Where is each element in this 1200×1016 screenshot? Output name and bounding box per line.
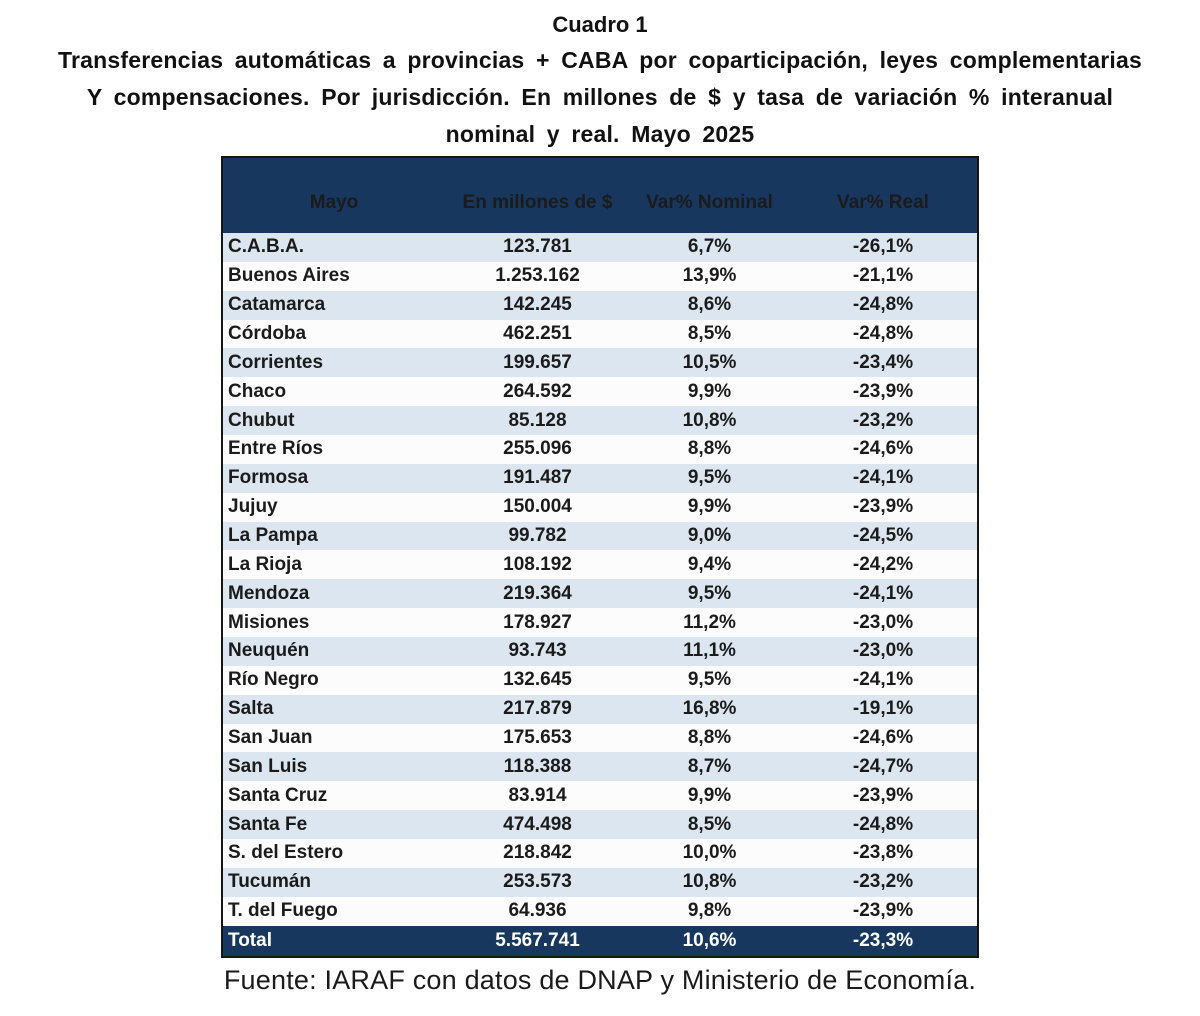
amount-cell: 85.128 (508, 409, 567, 431)
var-real-cell: -23,9% (852, 496, 914, 518)
province-name: San Luis (228, 755, 308, 777)
var-real-cell: -23,4% (852, 351, 914, 373)
province-name: Catamarca (228, 294, 326, 316)
province-name: Tucumán (228, 871, 312, 893)
var-real-cell: -24,2% (852, 553, 914, 575)
table-header-row (223, 158, 977, 233)
var-nominal-cell: 6,7% (687, 236, 732, 258)
province-name: San Juan (228, 727, 313, 749)
province-name: La Pampa (228, 525, 318, 547)
var-nominal-cell: 11,2% (683, 611, 736, 633)
table-row (223, 695, 977, 724)
amount-cell: 142.245 (503, 294, 572, 316)
header-mayo: Mayo (309, 191, 359, 213)
province-name: Misiones (228, 611, 310, 633)
amount-cell: 132.645 (503, 669, 572, 691)
table-row (223, 348, 977, 377)
var-real-cell: -23,0% (852, 640, 914, 662)
province-name: T. del Fuego (228, 900, 338, 922)
province-name: C.A.B.A. (228, 236, 304, 258)
var-real-cell: -21,1% (852, 265, 914, 287)
title-block (0, 8, 1200, 153)
amount-cell: 108.192 (503, 553, 572, 575)
amount-cell: 264.592 (503, 380, 572, 402)
amount-cell: 218.842 (503, 842, 572, 864)
title-line-4: nominal y real. Mayo 2025 (445, 121, 755, 147)
var-real-cell: -23,9% (852, 380, 914, 402)
title-line-3: Y compensaciones. Por jurisdicción. En millones de $ y tasa de variación % interanual (86, 84, 1114, 110)
table-row (223, 464, 977, 493)
var-nominal-cell: 10,8% (682, 871, 737, 893)
var-nominal-cell: 13,9% (682, 265, 737, 287)
total-var-real: -23,3% (852, 929, 914, 951)
var-nominal-cell: 9,9% (687, 784, 732, 806)
var-real-cell: -24,1% (852, 582, 914, 604)
table-row (223, 781, 977, 810)
source-line: Fuente: IARAF con datos de DNAP y Ministerio de Economía. (223, 964, 977, 995)
var-real-cell: -23,0% (852, 611, 914, 633)
var-real-cell: -24,8% (852, 323, 914, 344)
province-name: Chaco (228, 380, 287, 402)
table-row (223, 839, 977, 868)
total-var-nominal: 10,6% (682, 929, 737, 951)
amount-cell: 178.927 (503, 611, 572, 633)
table-total-row (223, 926, 977, 956)
var-nominal-cell: 9,5% (687, 467, 732, 489)
table-row (223, 406, 977, 435)
amount-cell: 219.364 (503, 582, 572, 604)
table-row (223, 493, 977, 522)
table-row (223, 233, 977, 262)
province-name: Neuquén (228, 640, 310, 662)
var-real-cell: -24,1% (852, 669, 914, 691)
var-nominal-cell: 9,8% (687, 900, 732, 922)
table-body (223, 233, 977, 926)
var-real-cell: -24,6% (852, 727, 914, 749)
total-amount: 5.567.741 (495, 929, 580, 951)
amount-cell: 93.743 (508, 640, 567, 662)
province-name: Formosa (228, 467, 309, 489)
table-row (223, 262, 977, 291)
amount-cell: 99.782 (508, 525, 567, 547)
var-real-cell: -23,2% (852, 871, 914, 893)
header-millones: En millones de $ (462, 191, 613, 213)
var-nominal-cell: 9,9% (687, 496, 732, 518)
var-real-cell: -26,1% (852, 236, 914, 258)
var-real-cell: -24,8% (852, 813, 914, 835)
table-row (223, 608, 977, 637)
var-real-cell: -19,1% (852, 698, 914, 720)
table-number-title: Cuadro 1 (552, 12, 648, 37)
header-var-nominal: Var% Nominal (646, 191, 773, 213)
province-name: Santa Fe (228, 813, 308, 835)
table-row (223, 868, 977, 897)
table-row (223, 320, 977, 349)
total-label: Total (228, 929, 272, 951)
amount-cell: 199.657 (503, 351, 572, 373)
table-row (223, 291, 977, 320)
var-real-cell: -23,9% (852, 900, 914, 922)
amount-cell: 83.914 (508, 784, 567, 806)
province-name: Chubut (228, 409, 295, 431)
table-row (223, 377, 977, 406)
var-nominal-cell: 9,0% (687, 525, 732, 547)
province-name: Buenos Aires (228, 265, 350, 287)
province-name: Río Negro (228, 669, 319, 691)
amount-cell: 118.388 (503, 755, 572, 777)
var-nominal-cell: 9,5% (687, 582, 732, 604)
amount-cell: 64.936 (508, 900, 567, 922)
table-row (223, 435, 977, 464)
amount-cell: 175.653 (503, 727, 572, 749)
var-real-cell: -23,2% (852, 409, 914, 431)
table-row (223, 666, 977, 695)
amount-cell: 255.096 (503, 438, 572, 460)
var-nominal-cell: 8,5% (687, 323, 732, 344)
var-nominal-cell: 8,8% (687, 438, 732, 460)
amount-cell: 253.573 (503, 871, 572, 893)
table-row (223, 579, 977, 608)
data-table (221, 156, 979, 958)
table-row (223, 810, 977, 839)
table-row (223, 550, 977, 579)
province-name: Córdoba (228, 323, 307, 344)
amount-cell: 150.004 (503, 496, 572, 518)
table-row (223, 637, 977, 666)
var-nominal-cell: 10,8% (682, 409, 737, 431)
var-real-cell: -24,8% (852, 294, 914, 316)
table-row (223, 897, 977, 926)
amount-cell: 1.253.162 (495, 265, 580, 287)
province-name: Corrientes (228, 351, 324, 373)
var-real-cell: -24,1% (852, 467, 914, 489)
province-name: Entre Ríos (228, 438, 324, 460)
amount-cell: 217.879 (503, 698, 572, 720)
var-nominal-cell: 16,8% (682, 698, 737, 720)
var-nominal-cell: 8,5% (687, 813, 732, 835)
var-real-cell: -23,9% (852, 784, 914, 806)
var-nominal-cell: 10,5% (682, 351, 737, 373)
table-row (223, 724, 977, 753)
var-nominal-cell: 10,0% (682, 842, 737, 864)
var-real-cell: -24,6% (852, 438, 914, 460)
var-nominal-cell: 8,7% (687, 755, 732, 777)
var-nominal-cell: 9,4% (687, 553, 732, 575)
province-name: Santa Cruz (228, 784, 328, 806)
var-nominal-cell: 9,5% (687, 669, 732, 691)
var-nominal-cell: 11,1% (683, 640, 736, 662)
title-line-2: Transferencias automáticas a provincias + CABA por coparticipación, leyes complementarias (58, 47, 1142, 73)
header-var-real: Var% Real (837, 191, 929, 213)
var-nominal-cell: 8,8% (687, 727, 732, 749)
province-name: Jujuy (228, 496, 278, 518)
province-name: Salta (228, 698, 274, 720)
table-row (223, 752, 977, 781)
province-name: Mendoza (228, 582, 310, 604)
province-name: La Rioja (228, 553, 302, 575)
table-row (223, 522, 977, 551)
amount-cell: 474.498 (503, 813, 572, 835)
province-name: S. del Estero (228, 842, 344, 864)
amount-cell: 191.487 (503, 467, 572, 489)
amount-cell: 123.781 (503, 236, 572, 258)
var-nominal-cell: 9,9% (687, 380, 732, 402)
var-real-cell: -24,5% (852, 525, 914, 547)
amount-cell: 462.251 (503, 323, 572, 344)
var-real-cell: -24,7% (852, 755, 914, 777)
var-real-cell: -23,8% (852, 842, 914, 864)
var-nominal-cell: 8,6% (687, 294, 732, 316)
